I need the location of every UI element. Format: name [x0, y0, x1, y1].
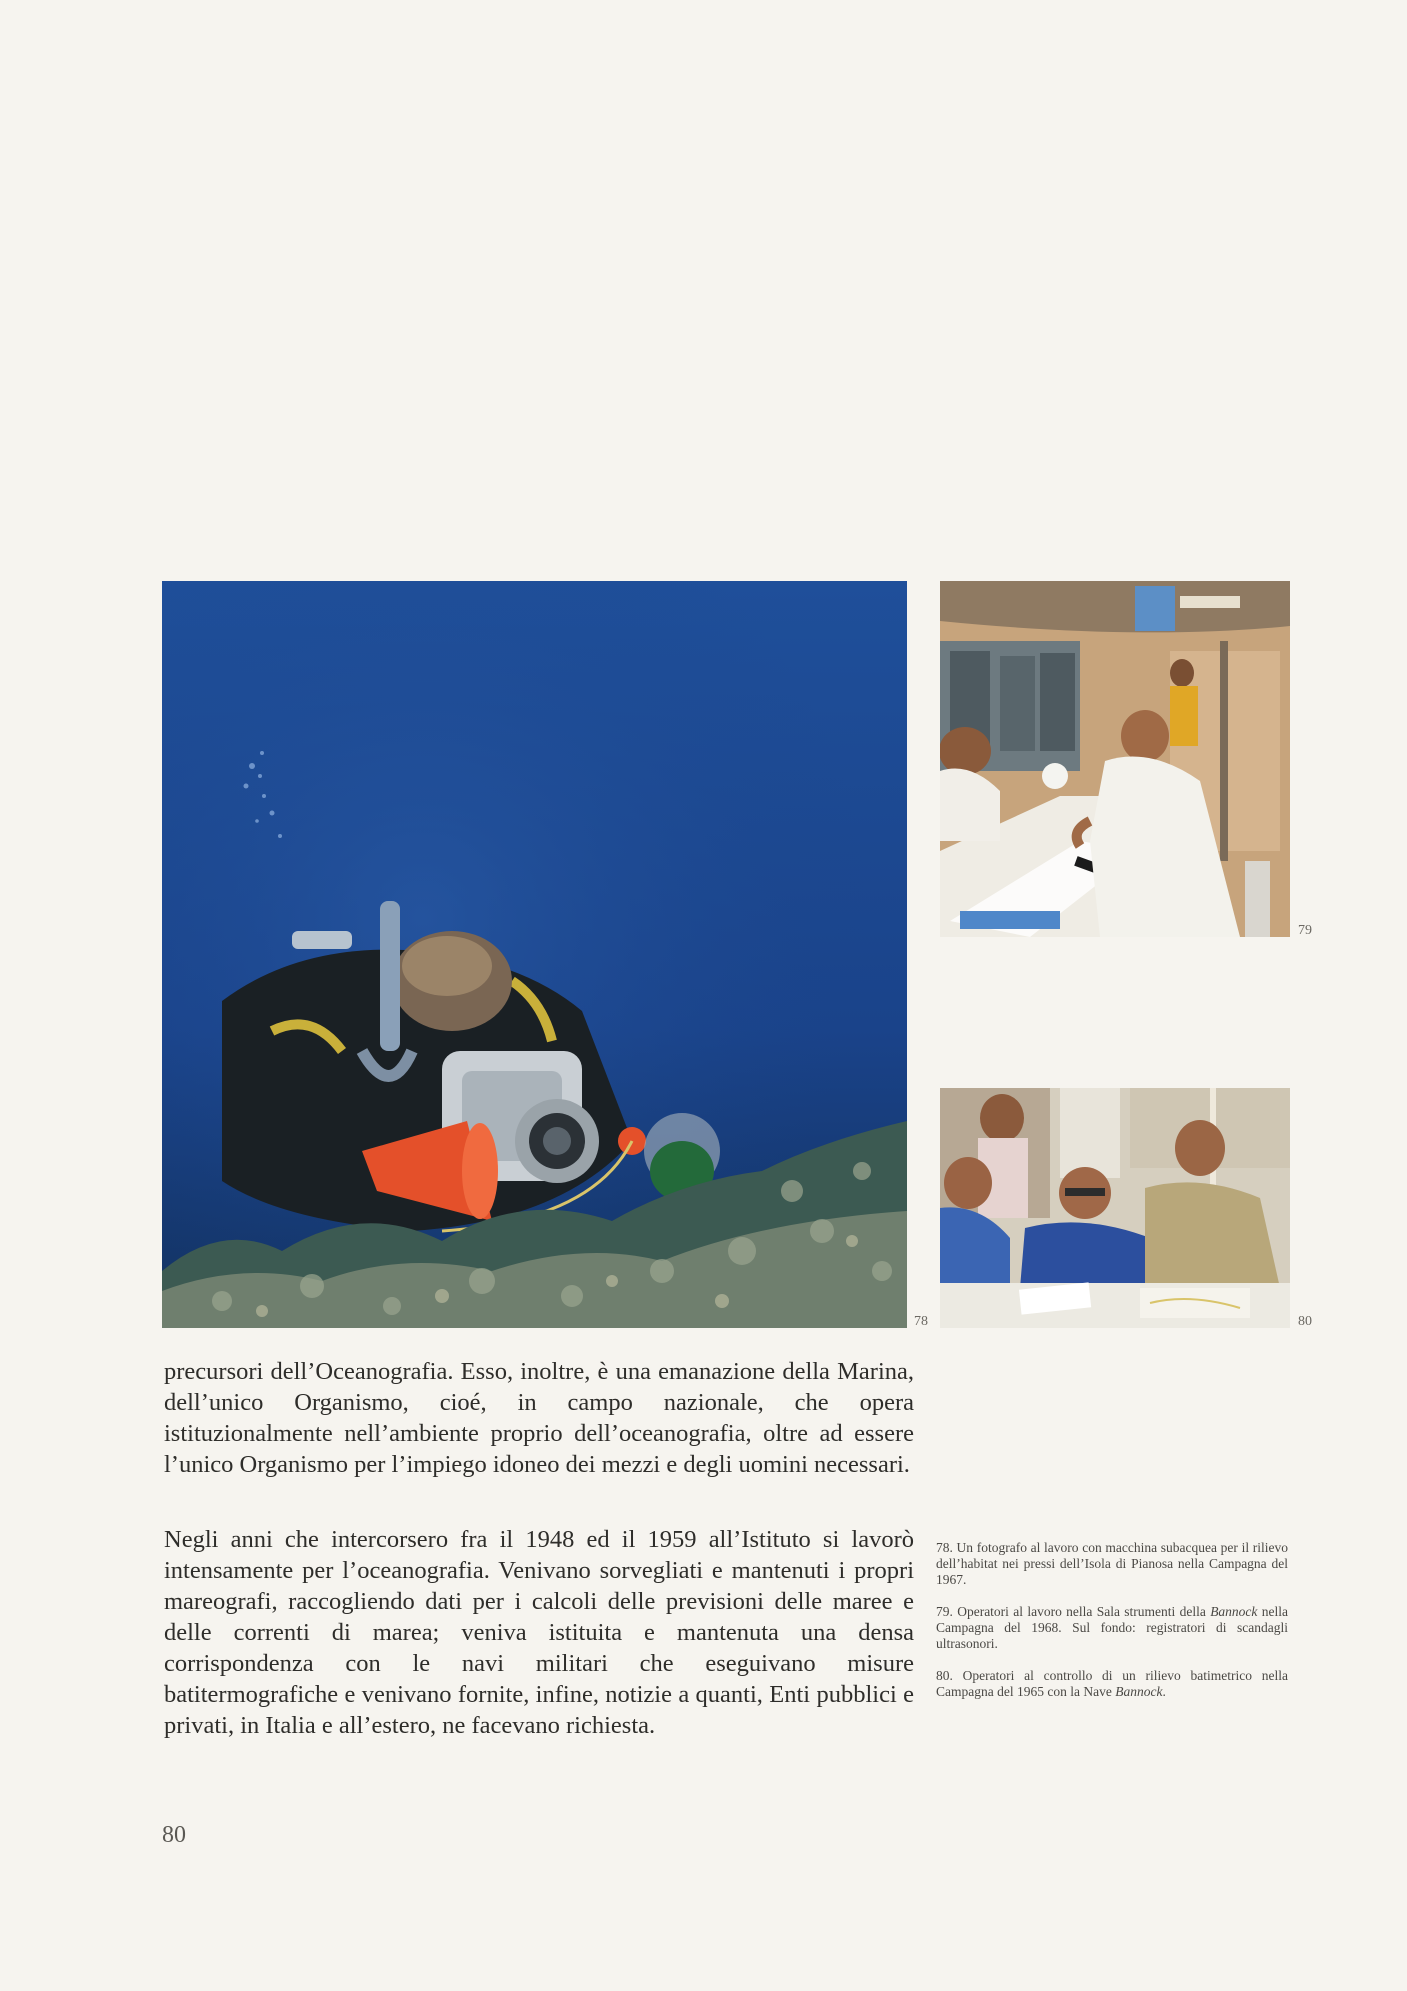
figure-captions	[936, 1540, 1288, 1716]
ship-name: Bannock	[1115, 1684, 1163, 1699]
body-paragraph-1: precursori dell’Oceanografia. Esso, inoltre, è una emanazione della Marina, dell’unico Organismo, cioé, in campo nazionale, che opera istituzionalmente nell’ambiente proprio dell’oceanografia, oltre ad essere l’unico Organismo per l’impiego idoneo dei mezzi e degli uomini necessari.	[164, 1358, 914, 1478]
body-paragraph-2: Negli anni che intercorsero fra il 1948 ed il 1959 all’Istituto si lavorò intensamente per l’oceanografia. Venivano sorvegliati e mantenuti i propri mareografi, raccogliendo dati per i calcoli delle previsioni delle maree e delle correnti di marea; veniva istituita e mantenuta una densa corrispondenza con le navi militari che eseguivano misure batitermografiche e venivano fornite, infine, notizie a quanti, Enti pubblici e privati, in Italia e all’estero, ne facevano richiesta.	[164, 1526, 914, 1739]
caption-78: 78. Un fotografo al lavoro con macchina subacquea per il rilievo dell’habitat nei pressi dell’Isola di Pianosa nella Campagna del 1967.	[936, 1540, 1288, 1587]
figure-number-80: 80	[1298, 1314, 1312, 1329]
diver-illustration	[162, 581, 907, 1328]
caption-80: 80. Operatori al controllo di un rilievo batimetrico nella Campagna del 1965 con la Nave Bannock.	[936, 1668, 1288, 1699]
instrument-room-illustration	[940, 581, 1290, 937]
survey-illustration	[940, 1088, 1290, 1328]
photo-bathymetric-survey	[940, 1088, 1290, 1328]
photo-instrument-room	[940, 581, 1290, 937]
page-number: 80	[162, 1822, 186, 1848]
ship-name: Bannock	[1210, 1604, 1258, 1619]
caption-79: 79. Operatori al lavoro nella Sala strumenti della Bannock nella Campagna del 1968. Sul fondo: registratori di scandagli ultrasonori.	[936, 1604, 1288, 1651]
figure-number-78: 78	[914, 1314, 928, 1329]
figure-number-79: 79	[1298, 923, 1312, 938]
photo-diver-underwater	[162, 581, 907, 1328]
